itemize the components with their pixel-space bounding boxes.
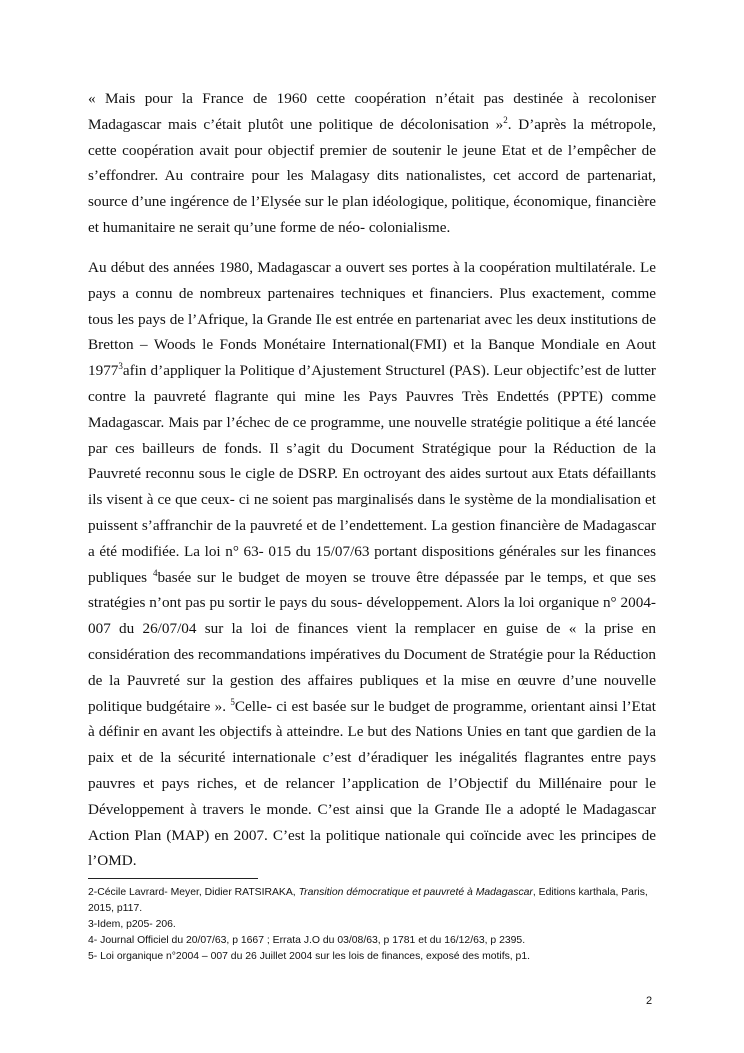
footnote-5: 5- Loi organique n°2004 – 007 du 26 Juillet 2004 sur les lois de finances, exposé des motifs, p1.: [88, 951, 531, 962]
paragraph-multilateral-cooperation: [88, 255, 656, 874]
paragraph-1-text-a: « Mais pour la France de 1960 cette coopération n’était pas destinée à recoloniser Madagascar mais c’était plutôt une politique de décolonisation »: [88, 90, 656, 133]
footnote-2-title: Transition démocratique et pauvreté à Madagascar: [298, 887, 533, 898]
paragraph-2-text-d: Celle- ci est basée sur le budget de programme, orientant ainsi l’Etat à définir en avant les objectifs à atteindre. Le but des Nations Unies en tant que gardien de la paix et de la sécurité internationale c’est d’éradiquer les inégalités flagrantes entre pays pauvres et pays riches, et de relancer l’application de l’Objectif du Millénaire pour le Développement à travers le monde. C’est ainsi que la Grande Ile a adopté le Madagascar Action Plan (MAP) en 2007. C’est la politique nationale qui coïncide avec les principes de l’OMD.: [88, 697, 656, 870]
footnote-ref-3: 3: [118, 361, 123, 372]
footnotes-list: [88, 885, 668, 965]
paragraph-2-text-c: basée sur le budget de moyen se trouve être dépassée par le temps, et que ses stratégies n’ont pas pu sortir le pays du sous- développement. Alors la loi organique n° 2004-007 du 26/07/04 sur la loi de finances vient la remplacer en guise de « la prise en considération des recommandations impératives du Document de Stratégie pour la Réduction de la Pauvreté sur la gestion des affaires publiques et la mise en œuvre d’une nouvelle politique budgétaire ».: [88, 568, 656, 715]
footnote-ref-4: 4: [152, 567, 158, 578]
paragraph-cooperation-france: [88, 86, 656, 241]
footnote-2-suffix: , Editions karthala, Paris, 2015, p117.: [88, 887, 648, 914]
footnote-ref-2: 2: [503, 114, 508, 125]
footnote-2: [88, 885, 668, 917]
paragraph-1-text-b: . D’après la métropole, cette coopération avait pour objectif premier de soutenir le jeune Etat et de l’empêcher de s’effondrer. Au contraire pour les Malagasy dits nationalistes, cet accord de partenariat, source d’une ingérence de l’Elysée sur le plan idéologique, politique, économique, financière et humanitaire ne serait qu’une forme de néo- colonialisme.: [88, 115, 656, 236]
footnote-2-prefix: 2-Cécile Lavrard- Meyer, Didier RATSIRAKA,: [88, 887, 299, 898]
paragraph-2-text-b: afin d’appliquer la Politique d’Ajustement Structurel (PAS). Leur objectifc’est de lutter contre la pauvreté flagrante qui mine les Pays Pauvres Très Endettés (PPTE) comme Madagascar. Mais par l’échec de ce programme, une nouvelle stratégie politique a été lancée par ces bailleurs de fonds. Il s’agit du Document Stratégique pour la Réduction de la Pauvreté reconnu sous le cigle de DSRP. En octroyant des aides surtout aux Etats défaillants ils visent à ce que ceux- ci ne soient pas marginalisés dans le système de la mondialisation et puissent s’affranchir de la pauvreté et de l’endettement. La gestion financière de Madagascar a été modifiée. La loi n° 63- 015 du 15/07/63 portant dispositions générales sur les finances publiques: [88, 362, 656, 586]
footnote-separator: [88, 878, 258, 879]
page-number: 2: [646, 995, 653, 1007]
footnote-4: 4- Journal Officiel du 20/07/63, p 1667 ; Errata J.O du 03/08/63, p 1781 et du 16/12/63, p 2395.: [88, 935, 526, 946]
footnote-3: 3-Idem, p205- 206.: [88, 919, 176, 930]
paragraph-2-text-a: Au début des années 1980, Madagascar a ouvert ses portes à la coopération multilatérale. Le pays a connu de nombreux partenaires techniques et financiers. Plus exactement, comme tous les pays de l’Afrique, la Grande Ile est entrée en partenariat avec les deux institutions de Bretton – Woods le Fonds Monétaire International(FMI) et la Banque Mondiale en Aout 1977: [88, 259, 656, 380]
footnote-ref-5: 5: [230, 696, 235, 707]
